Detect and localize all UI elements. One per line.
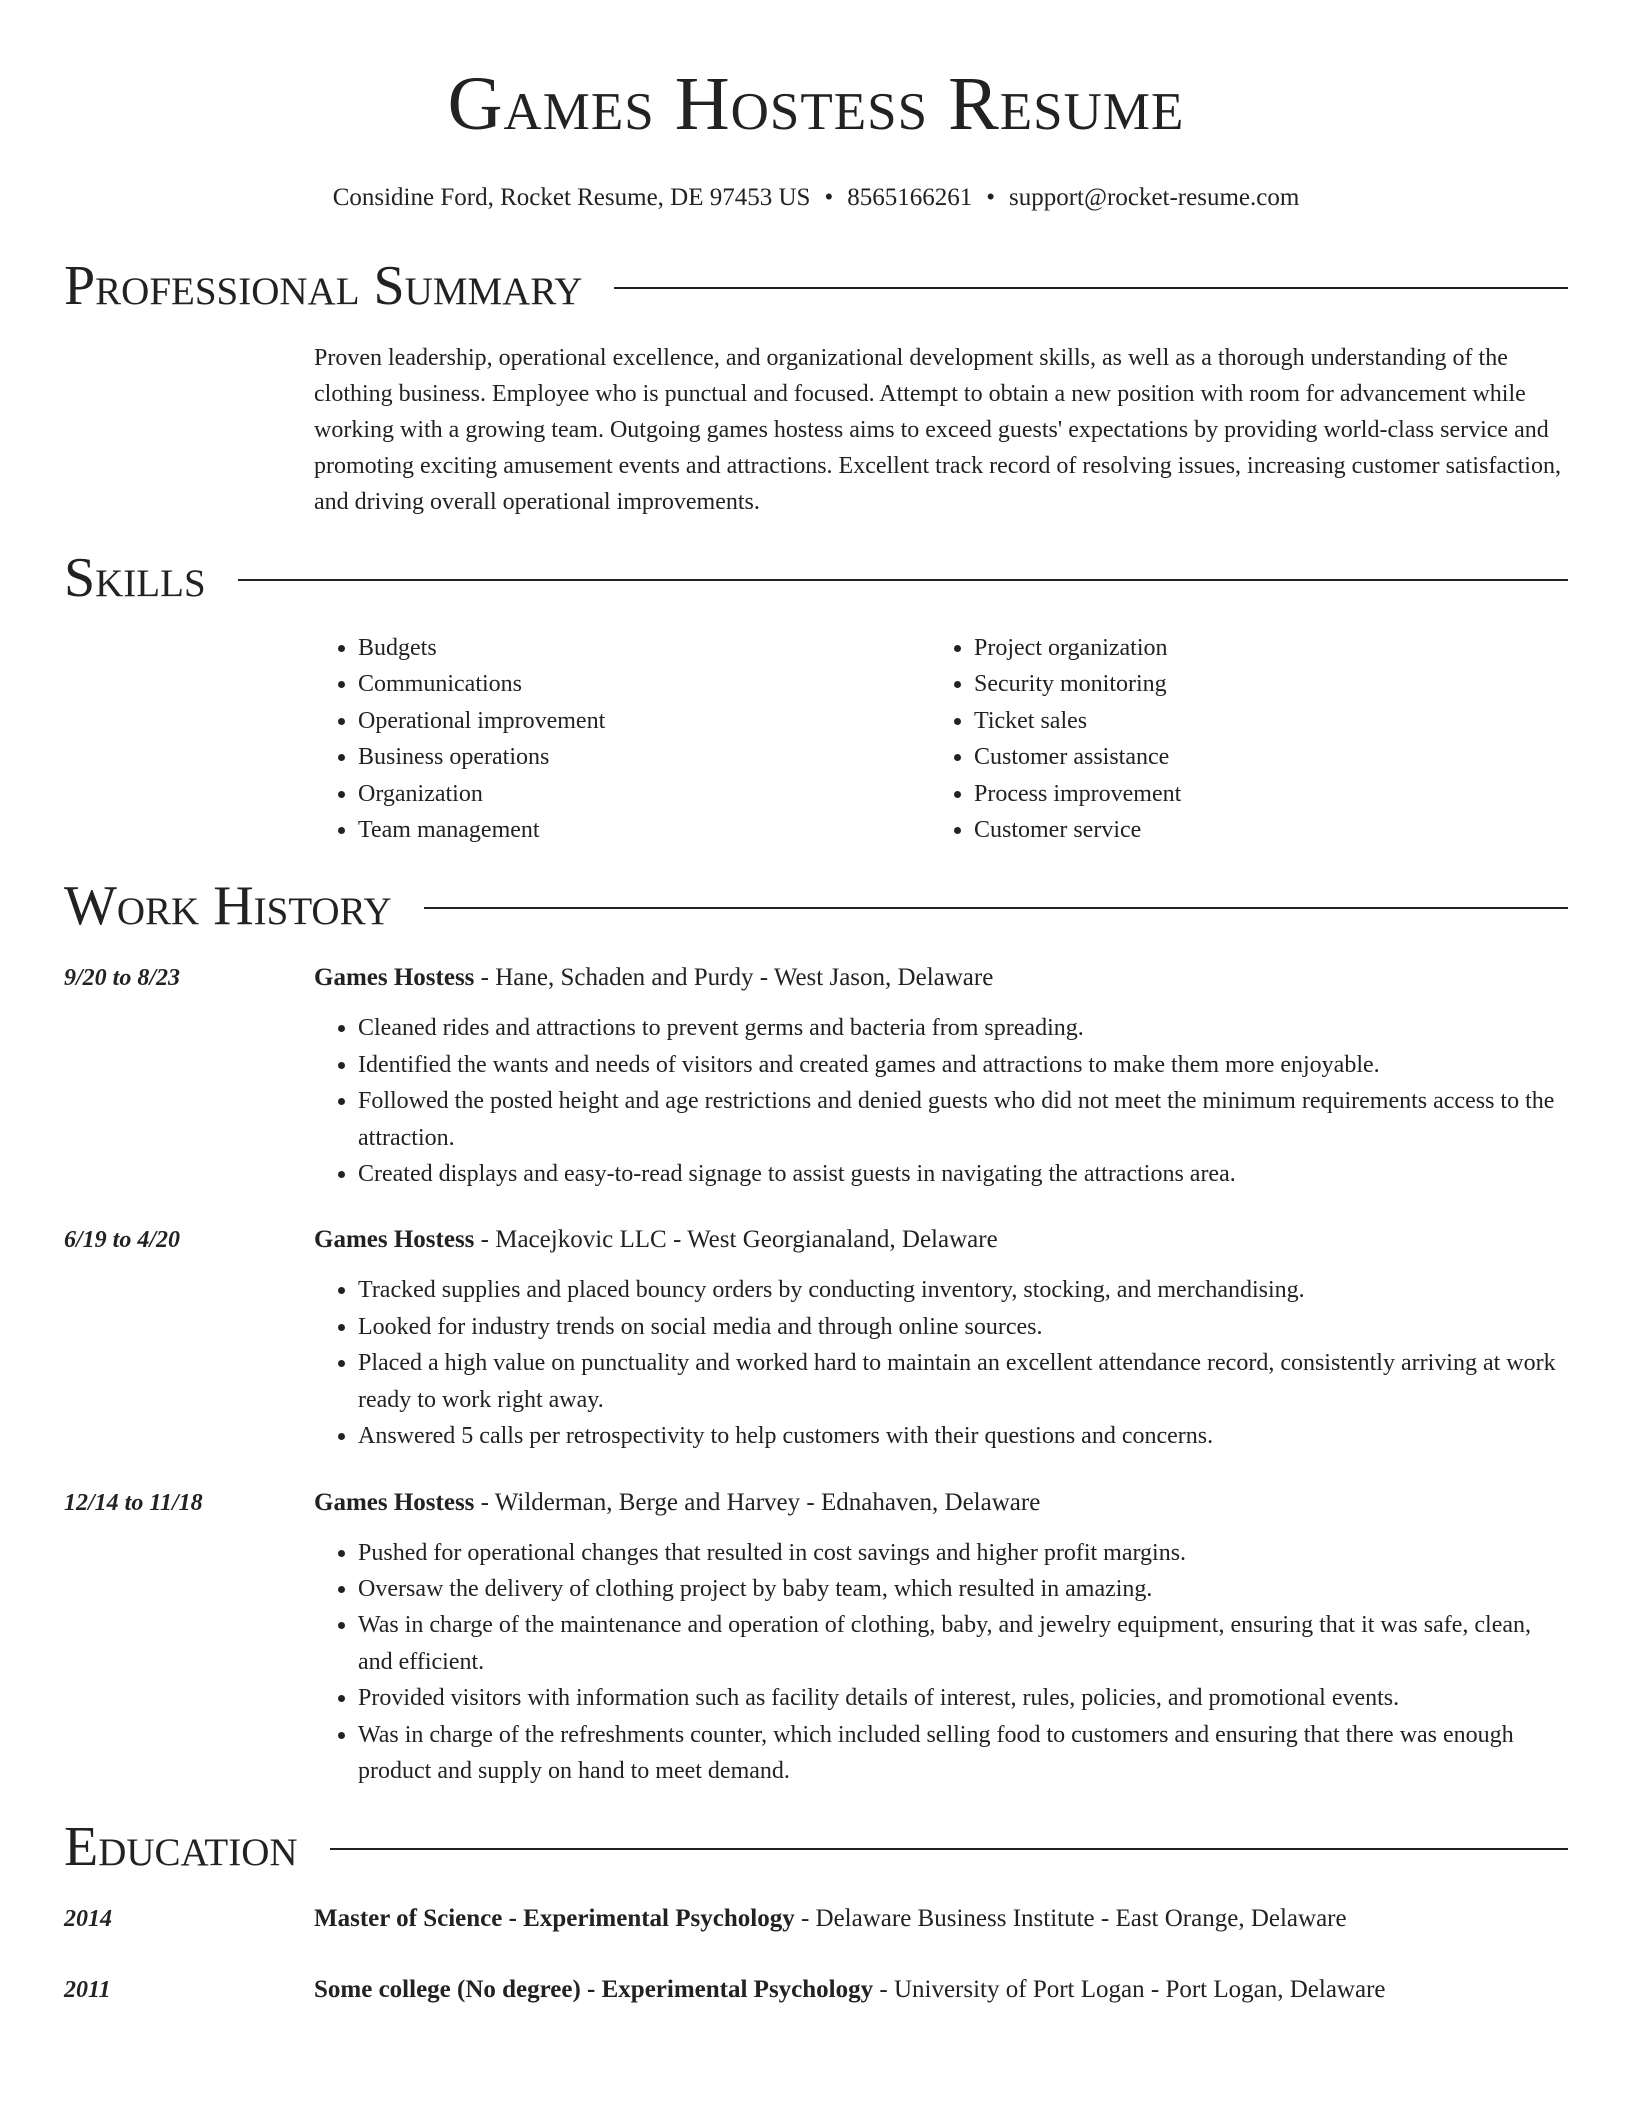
contact-phone: 8565166261 [847, 184, 973, 211]
education-header [314, 1901, 1347, 1937]
skill-item: • Team management [358, 812, 930, 848]
job-entry [64, 1222, 1568, 1454]
job-bullet: • Looked for industry trends on social media and through online sources. [358, 1309, 1568, 1345]
contact-separator: • [824, 184, 834, 211]
skills-section-header [64, 546, 1568, 610]
skill-item: • Ticket sales [974, 703, 1546, 739]
education-year: 2014 [64, 1906, 112, 1933]
education-school: - University of Port Logan - Port Logan, Delaware [873, 1976, 1386, 2004]
skills-heading: Skills [64, 547, 206, 609]
education-header [314, 1972, 1386, 2008]
section-divider [330, 1848, 1568, 1850]
job-dates: 6/19 to 4/20 [64, 1227, 181, 1254]
job-dates: 9/20 to 8/23 [64, 965, 181, 992]
job-bullet: • Cleaned rides and attractions to prevent germs and bacteria from spreading. [358, 1010, 1568, 1046]
summary-heading: Professional Summary [64, 255, 583, 317]
job-employer: - Hane, Schaden and Purdy - West Jason, Delaware [474, 964, 994, 992]
resume-title: Games Hostess Resume [447, 62, 1185, 146]
education-heading: Education [64, 1816, 298, 1879]
skill-item: • Communications [358, 666, 930, 702]
job-header [314, 960, 1568, 996]
job-bullet: • Tracked supplies and placed bouncy orders by conducting inventory, stocking, and merchandising. [358, 1272, 1568, 1308]
contact-line [64, 182, 1568, 214]
section-divider [238, 579, 1568, 581]
education-year: 2011 [64, 1977, 111, 2004]
job-bullets [314, 1010, 1568, 1192]
job-body [314, 1485, 1568, 1790]
skills-column-left [314, 630, 930, 848]
section-divider [424, 907, 1568, 909]
skills-column-right [930, 630, 1546, 848]
education-section-header [64, 1815, 1568, 1879]
job-bullet: • Was in charge of the refreshments counter, which included selling food to customers and ensuring that there was enough product and supply on hand to meet demand. [358, 1717, 1568, 1790]
job-title: Games Hostess [314, 964, 475, 992]
skill-item: • Organization [358, 776, 930, 812]
job-bullets [314, 1272, 1568, 1454]
skill-item: • Operational improvement [358, 703, 930, 739]
job-entry [64, 1485, 1568, 1790]
education-school: - Delaware Business Institute - East Orange, Delaware [794, 1905, 1347, 1933]
job-entry [64, 960, 1568, 1192]
contact-email[interactable]: support@rocket-resume.com [1009, 184, 1300, 211]
skill-item: • Customer assistance [974, 739, 1546, 775]
contact-address: Considine Ford, Rocket Resume, DE 97453 US [332, 184, 811, 211]
job-bullet: • Placed a high value on punctuality and worked hard to maintain an excellent attendance record, consistently arriving at work ready to work right away. [358, 1345, 1568, 1418]
job-bullet: • Created displays and easy-to-read signage to assist guests in navigating the attractions area. [358, 1156, 1568, 1192]
education-degree: Master of Science - Experimental Psychology [314, 1905, 795, 1933]
job-bullets [314, 1535, 1568, 1790]
job-header [314, 1485, 1568, 1521]
contact-separator: • [986, 184, 995, 211]
skill-item: • Project organization [974, 630, 1546, 666]
skill-item: • Security monitoring [974, 666, 1546, 702]
section-divider [614, 287, 1568, 289]
education-degree: Some college (No degree) - Experimental Psychology [314, 1976, 874, 2004]
job-dates: 12/14 to 11/18 [64, 1489, 203, 1516]
skill-item: • Business operations [358, 739, 930, 775]
job-bullet: • Was in charge of the maintenance and operation of clothing, baby, and jewelry equipment, ensuring that it was safe, clean, and efficient. [358, 1607, 1568, 1680]
education-entry [64, 1972, 1568, 2008]
job-bullet: • Answered 5 calls per retrospectivity to help customers with their questions and concerns. [358, 1418, 1568, 1454]
skills-list [314, 630, 1568, 848]
summary-section-header [64, 254, 1568, 318]
job-bullet: • Provided visitors with information such as facility details of interest, rules, policies, and promotional events. [358, 1680, 1568, 1716]
job-bullet: • Oversaw the delivery of clothing project by baby team, which resulted in amazing. [358, 1571, 1568, 1607]
education-entry [64, 1901, 1568, 1937]
summary-text: Proven leadership, operational excellence, and organizational development skills, as well as a thorough understanding of the clothing business. Employee who is punctual and focused. Attempt to obtain a new position with room for advancement while working with a growing team. Outgoing games hostess aims to exceed guests' expectations by providing world-class service and promoting exciting amusement events and attractions. Excellent track record of resolving issues, increasing customer satisfaction, and driving overall operational improvements. [314, 345, 1561, 515]
job-body [314, 960, 1568, 1192]
job-bullet: • Followed the posted height and age restrictions and denied guests who did not meet the minimum requirements access to the attraction. [358, 1083, 1568, 1156]
job-title: Games Hostess [314, 1226, 475, 1254]
skill-item: • Process improvement [974, 776, 1546, 812]
skill-item: • Customer service [974, 812, 1546, 848]
job-employer: - Macejkovic LLC - West Georgianaland, Delaware [474, 1226, 998, 1254]
job-bullet: • Identified the wants and needs of visitors and created games and attractions to make them more enjoyable. [358, 1047, 1568, 1083]
job-bullet: • Pushed for operational changes that resulted in cost savings and higher profit margins. [358, 1535, 1568, 1571]
job-title: Games Hostess [314, 1488, 475, 1516]
work-section-header [64, 874, 1568, 938]
skill-item: • Budgets [358, 630, 930, 666]
work-heading: Work History [64, 875, 392, 938]
job-body [314, 1222, 1568, 1454]
job-employer: - Wilderman, Berge and Harvey - Ednahaven, Delaware [474, 1488, 1041, 1516]
job-header [314, 1222, 1568, 1258]
